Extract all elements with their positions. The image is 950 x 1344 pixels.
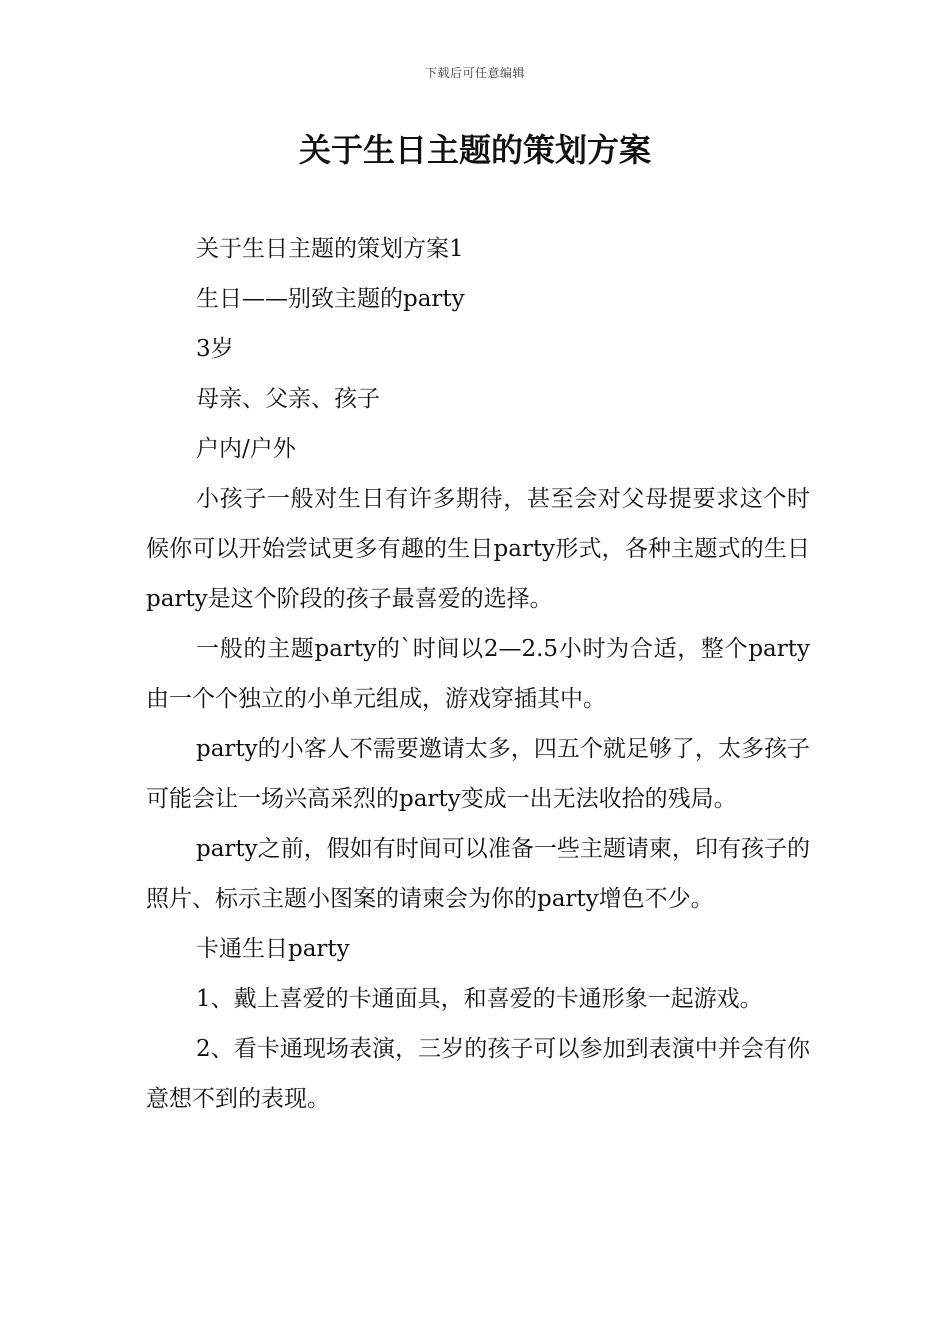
paragraph-participants: 母亲、父亲、孩子 <box>196 386 380 412</box>
paragraph-location: 户内/户外 <box>196 436 296 462</box>
document-title: 关于生日主题的策划方案 <box>298 131 651 169</box>
paragraph-guests: party的小客人不需要邀请太多，四五个就足够了，太多孩子可能会让一场兴高采烈的party变成一出无法收拾的残局。 <box>146 736 810 812</box>
paragraph-item-2: 2、看卡通现场表演，三岁的孩子可以参加到表演中并会有你意想不到的表现。 <box>146 1036 810 1112</box>
paragraph-item-1: 1、戴上喜爱的卡通面具，和喜爱的卡通形象一起游戏。 <box>196 986 763 1012</box>
paragraph-invitations: party之前，假如有时间可以准备一些主题请柬，印有孩子的照片、标示主题小图案的请柬会为你的party增色不少。 <box>146 836 810 912</box>
paragraph-intro: 小孩子一般对生日有许多期待，甚至会对父母提要求这个时候你可以开始尝试更多有趣的生日party形式，各种主题式的生日party是这个阶段的孩子最喜爱的选择。 <box>146 486 810 612</box>
paragraph-age: 3岁 <box>196 336 234 362</box>
document-body <box>146 224 810 1124</box>
header-note: 下载后可任意编辑 <box>424 66 525 80</box>
paragraph-cartoon-heading: 卡通生日party <box>196 936 350 962</box>
paragraph-section-heading: 关于生日主题的策划方案1 <box>196 236 464 262</box>
paragraph-duration: 一般的主题party的`时间以2—2.5小时为合适，整个party由一个个独立的小单元组成，游戏穿插其中。 <box>146 636 810 712</box>
paragraph-theme: 生日——别致主题的party <box>196 286 465 312</box>
